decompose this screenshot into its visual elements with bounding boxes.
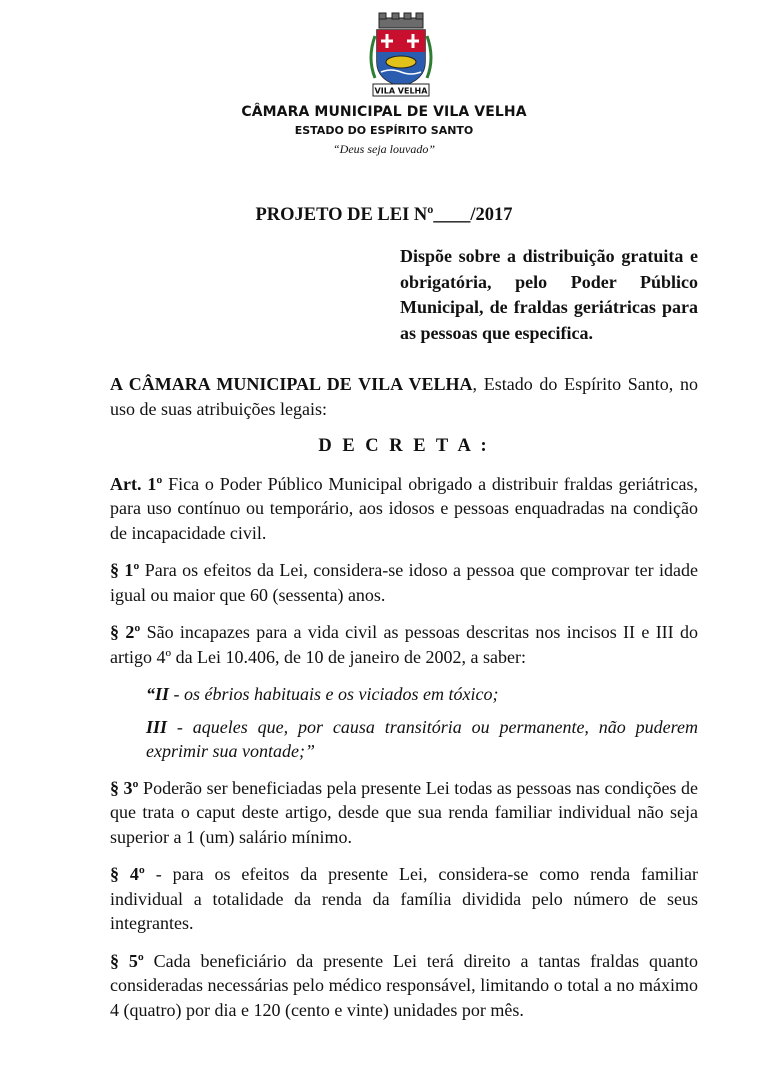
article-1-text: Fica o Poder Público Municipal obrigado a distribuir fraldas geriátricas, para uso contínuo ou temporário, aos idosos e pessoas enquadradas na condição de incapacidade civil. <box>110 473 698 543</box>
paragraph-5-text: Cada beneficiário da presente Lei terá direito a tantas fraldas quanto consideradas necessárias pelo médico responsável, limitando o total a no máximo 4 (quatro) por dia e 120 (cento e vinte) unidades por mês. <box>110 950 698 1020</box>
quoted-item-iii <box>110 715 698 764</box>
preamble <box>110 372 698 421</box>
paragraph-4-text: - para os efeitos da presente Lei, considera-se como renda familiar individual a totalidade da renda da família dividida pelo número de seus integrantes. <box>110 864 698 933</box>
paragraph-4-label: § 4º <box>110 864 145 884</box>
paragraph-5 <box>110 949 698 1023</box>
paragraph-1 <box>110 558 698 607</box>
paragraph-1-text: Para os efeitos da Lei, considera-se idoso a pessoa que comprovar ter idade igual ou maior que 60 (sessenta) anos. <box>110 560 698 605</box>
article-1-label: Art. 1º <box>110 473 163 494</box>
preamble-lead: A CÂMARA MUNICIPAL DE VILA VELHA <box>110 374 473 394</box>
quoted-item-ii <box>110 682 698 707</box>
document-body <box>110 372 698 1035</box>
paragraph-2-label: § 2º <box>110 622 141 642</box>
municipal-coat-of-arms-icon <box>365 12 437 98</box>
seal-banner-text: VILA VELHA <box>374 86 428 96</box>
institution-name: CÂMARA MUNICIPAL DE VILA VELHA <box>241 104 527 120</box>
quoted-item-ii-text: - os ébrios habituais e os viciados em tóxico; <box>169 684 499 704</box>
paragraph-1-label: § 1º <box>110 560 140 580</box>
state-name: ESTADO DO ESPÍRITO SANTO <box>294 124 474 137</box>
bill-title: PROJETO DE LEI Nº____/2017 <box>255 205 513 225</box>
paragraph-2 <box>110 620 698 669</box>
decree-heading: D E C R E T A : <box>318 436 490 456</box>
bill-summary: Dispõe sobre a distribuição gratuita e obrigatória, pelo Poder Público Municipal, de fraldas geriátricas para as pessoas que especifica. <box>400 246 698 343</box>
paragraph-4 <box>110 862 698 936</box>
paragraph-2-text: São incapazes para a vida civil as pessoas descritas nos incisos II e III do artigo 4º da Lei 10.406, de 10 de janeiro de 2002, a saber: <box>110 622 698 667</box>
paragraph-3-text: Poderão ser beneficiadas pela presente Lei todas as pessoas nas condições de que trata o caput deste artigo, desde que sua renda familiar individual não seja superior a 1 (um) salário mínimo. <box>110 777 698 847</box>
paragraph-5-label: § 5º <box>110 950 144 971</box>
preamble-text: , Estado do Espírito Santo, no uso de suas atribuições legais: <box>110 374 698 419</box>
quoted-item-iii-text: - aqueles que, por causa transitória ou permanente, não puderem exprimir sua vontade;” <box>146 716 698 761</box>
quoted-item-ii-label: “II <box>146 684 170 704</box>
article-1 <box>110 472 698 546</box>
paragraph-3-label: § 3º <box>110 777 139 798</box>
quoted-item-iii-label: III <box>146 716 168 737</box>
motto: “Deus seja louvado” <box>333 142 435 156</box>
paragraph-3 <box>110 776 698 850</box>
